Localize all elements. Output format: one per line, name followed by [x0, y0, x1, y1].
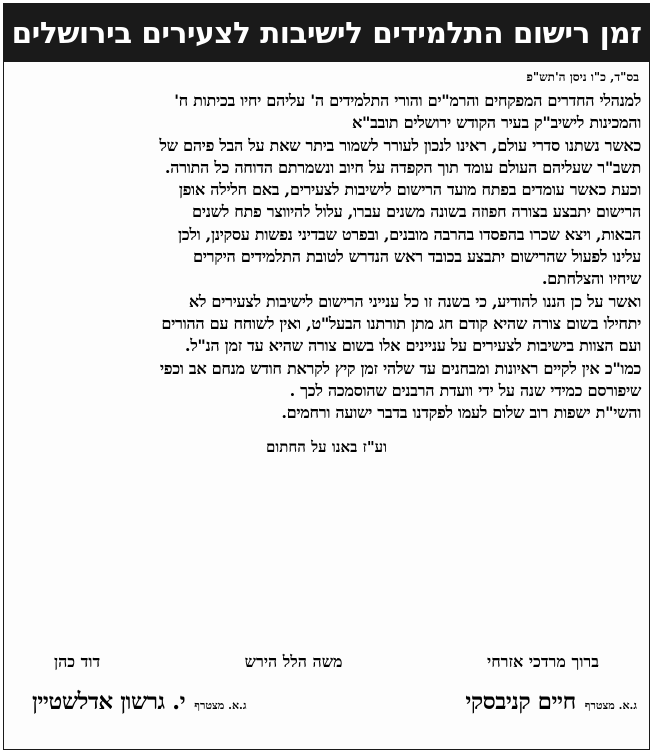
- signer-name: דוד כהן: [54, 652, 101, 671]
- letter-line: ואשר על כן הננו להודיע, כי בשנה זו כל ענייני הרישום לישיבות לצעירים לא: [188, 291, 641, 311]
- endorser-prefix: ג.א. מצטרף: [194, 699, 247, 712]
- letter-line: למנהלי החדרים המפקחים והרמ"ים והורי התלמידים ה' עליהם יחיו בכיתות ח': [174, 91, 641, 110]
- dateline: בס"ד, כ"ו ניסן ה'תש"פ: [526, 70, 639, 84]
- endorser-signature: [32, 688, 246, 715]
- letter-line: והמכינות לישיב"ק בעיר הקודש ירושלים תובב"א: [351, 113, 641, 133]
- header-banner: [4, 4, 649, 62]
- letter-line: כמו"כ אין לקיים ראיונות ומבחנים עד שלהי זמן קיץ לקראת חודש מנחם אב וכפי: [159, 358, 641, 378]
- letter-line: יתחילו בשום צורה שהיא קודם חג מתן תורתנו הבעל"ט, ואין לשוחח עם ההורים: [161, 313, 641, 333]
- letter-line: הבאות, ויצא שכרו בהפסדו בהרבה מובנים, ובפרט שבדיני נפשות עסקינן, ולכן: [178, 224, 641, 244]
- letter-line: תשב"ר שעליהם העולם עומד תוך הקפדה על חיוב ונשמרתם הדוחה כל התורה.: [164, 157, 641, 177]
- letter-line: וכעת כאשר עומדים בפתח מועד הרישום לישיבות לצעירים, באם חלילה אופן: [178, 180, 641, 200]
- letter-line: שיחיו והצלחתם.: [541, 269, 641, 289]
- signer-name: ברוך מרדכי אזרחי: [487, 652, 599, 671]
- letter-line: ועם הצוות בישיבות לצעירים על עניינים אלו בשום צורה שהיא עד זמן הנ"ל.: [184, 336, 641, 356]
- signatories: [14, 652, 639, 715]
- letter-line: הרישום יתבצע בצורה חפוזה בשונה משנים עברו, עלול להיווצר פתח לשנים: [192, 202, 641, 222]
- letter-line: שיפורסם כמידי שנה על ידי וועדת הרבנים שהוסמכה לכך .: [289, 380, 641, 400]
- endorser-name: חיים קניבסקי: [465, 688, 576, 715]
- endorser-signature: [465, 688, 637, 715]
- letter-lines: [12, 90, 641, 424]
- endorser-name: י. גרשון אדלשטיין: [32, 688, 186, 715]
- notice-title: זמן רישום התלמידים לישיבות לצעירים בירושלים: [11, 16, 642, 50]
- notice-frame: [3, 3, 650, 750]
- endorser-prefix: ג.א. מצטרף: [584, 699, 637, 712]
- letter-line: עלינו לפעול שהרישום יתבצע בכובד ראש הנדרש לטובת התלמידים היקרים: [193, 247, 641, 267]
- letter-line: כאשר נשתנו סדרי עולם, ראינו לנכון לעורר לשמור ביתר שאת על הבל פיהם של: [159, 135, 641, 155]
- letter-line: והשי"ת ישפות רוב שלום לעמו לפקדנו בדבר ישועה ורחמים.: [281, 403, 641, 423]
- closing-line: וע"ז באנו על החתום: [266, 438, 387, 457]
- signer-row-endorsers: [14, 688, 639, 715]
- letter-body: [12, 66, 641, 457]
- signer-row-primary: [14, 652, 639, 672]
- signer-name: משה הלל הירש: [244, 652, 343, 671]
